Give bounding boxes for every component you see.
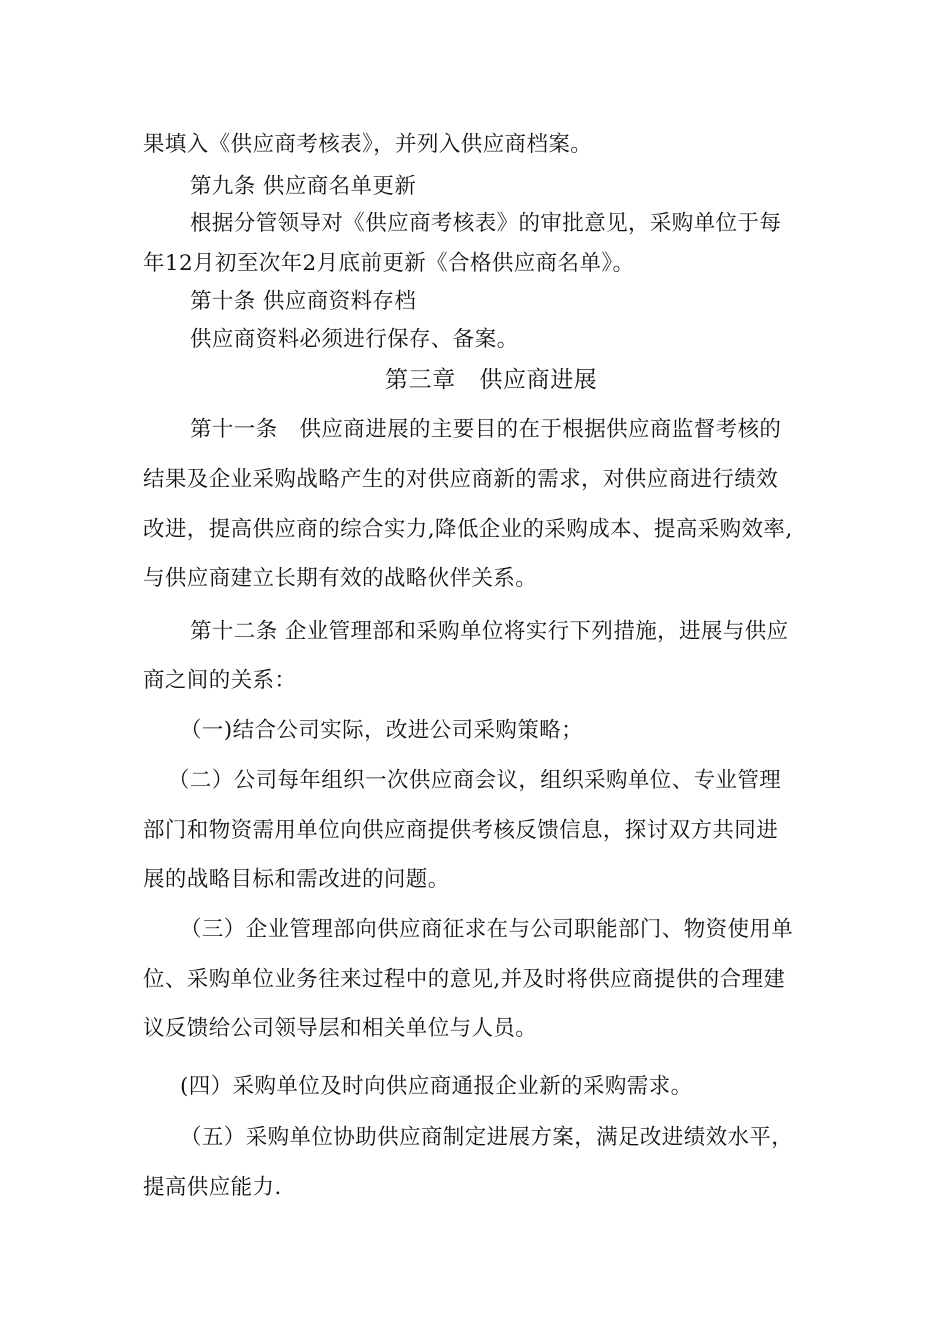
body-text-line: 位、采购单位业务往来过程中的意见,并及时将供应商提供的合理建 xyxy=(143,967,786,992)
body-text-line: 商之间的关系： xyxy=(143,668,297,693)
article-heading: 第九条 供应商名单更新 xyxy=(190,174,417,199)
list-item: (四）采购单位及时向供应商通报企业新的采购需求。 xyxy=(180,1074,693,1099)
chapter-title: 第三章 供应商进展 xyxy=(385,367,598,393)
body-text-line: 与供应商建立长期有效的战略伙伴关系。 xyxy=(143,566,538,591)
body-text-line: 展的战略目标和需改进的问题。 xyxy=(143,867,450,892)
body-text-line: 第十二条 企业管理部和采购单位将实行下列措施，进展与供应 xyxy=(190,619,789,644)
list-item: （二）公司每年组织一次供应商会议，组织采购单位、专业管理 xyxy=(168,768,782,793)
body-text-line: 供应商资料必须进行保存、备案。 xyxy=(190,327,519,352)
article-heading: 第十条 供应商资料存档 xyxy=(190,289,417,314)
body-text-line: 议反馈给公司领导层和相关单位与人员。 xyxy=(143,1016,538,1041)
body-text-line: 结果及企业采购战略产生的对供应商新的需求，对供应商进行绩效 xyxy=(143,467,779,492)
body-text-line: 部门和物资需用单位向供应商提供考核反馈信息，探讨双方共同进 xyxy=(143,818,779,843)
list-item: （三）企业管理部向供应商征求在与公司职能部门、物资使用单 xyxy=(180,917,794,942)
body-text-line: 根据分管领导对《供应商考核表》的审批意见，采购单位于每 xyxy=(190,211,782,236)
body-text-line: 果填入《供应商考核表》，并列入供应商档案。 xyxy=(143,132,593,157)
list-item: （一)结合公司实际，改进公司采购策略； xyxy=(180,718,583,743)
body-text-line: 第十一条 供应商进展的主要目的在于根据供应商监督考核的 xyxy=(190,417,782,442)
list-item: （五）采购单位协助供应商制定进展方案，满足改进绩效水平， xyxy=(180,1125,794,1150)
body-text-line: 改进，提高供应商的综合实力,降低企业的采购成本、提高采购效率, xyxy=(143,517,793,542)
body-text-line: 年12月初至次年2月底前更新《合格供应商名单》。 xyxy=(143,251,635,276)
body-text-line: 提高供应能力. xyxy=(143,1175,282,1200)
